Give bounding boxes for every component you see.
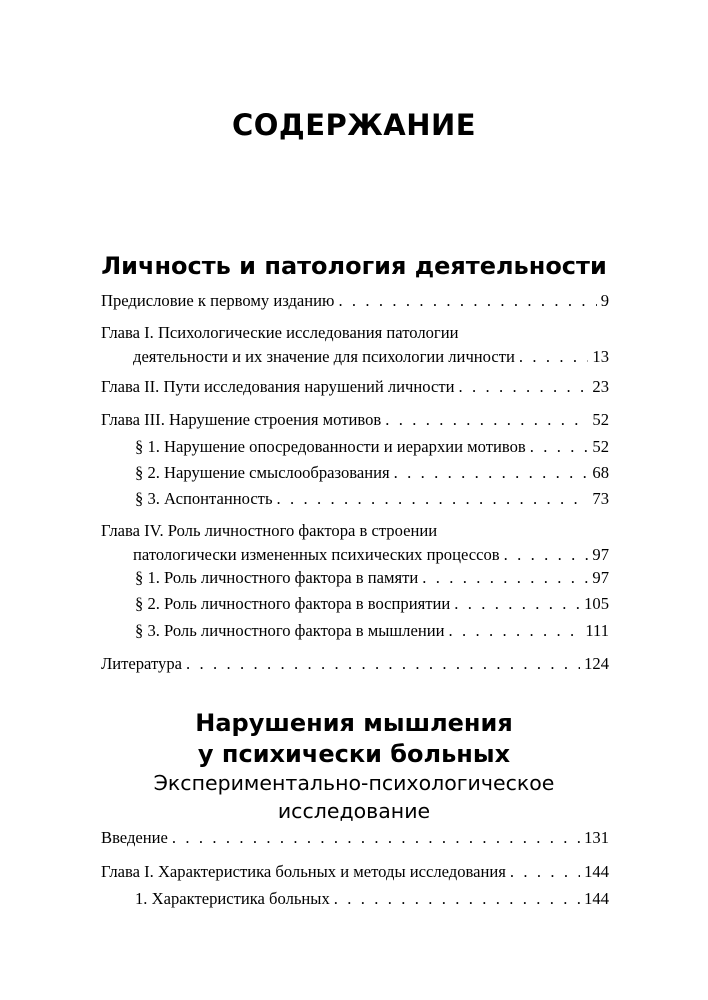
toc-entry-title: 1. Характеристика больных [135,889,330,908]
toc-entry-ch3-sec2[interactable] [135,461,609,485]
toc-entry-ch3-sec1[interactable] [135,435,609,459]
toc-page-number: 97 [592,568,609,587]
toc-page-number: 73 [592,489,609,508]
dot-leader [458,375,588,399]
toc-entry-title: Введение [101,828,168,847]
toc-entry-title: Глава II. Пути исследования нарушений личности [101,377,455,396]
toc-entry-title: § 3. Аспонтанность [135,489,273,508]
toc-entry-title: Глава I. Характеристика больных и методы исследования [101,862,506,881]
toc-page-number: 9 [600,291,609,310]
toc-entry-title: Предисловие к первому изданию [101,291,335,310]
toc-page-number: 23 [592,377,609,396]
part2-title-line2: у психически больных [197,740,511,768]
toc-entry-chapter-4[interactable] [101,519,609,567]
toc-entry-title: § 1. Нарушение опосредованности и иерархии мотивов [135,437,526,456]
toc-page-number: 144 [584,889,609,908]
toc-page-number: 13 [592,347,609,366]
toc-entry-title: Глава I. Психологические исследования патологии [101,323,459,342]
toc-page-number: 111 [585,621,609,640]
toc-entry-title: § 2. Нарушение смыслообразования [135,463,390,482]
toc-page-number: 105 [584,594,609,613]
part1-title: Личность и патология деятельности [101,252,607,280]
dot-leader [394,461,589,485]
toc-entry-title: § 3. Роль личностного фактора в мышлении [135,621,445,640]
dot-leader [172,826,580,850]
toc-entry-chapter-3[interactable] [101,408,609,432]
toc-entry-title: Глава III. Нарушение строения мотивов [101,410,382,429]
toc-entry-ch4-sec1[interactable] [135,566,609,590]
part2-subtitle-line2: исследование [277,799,431,823]
dot-leader [519,345,589,369]
toc-entry-preface[interactable] [101,289,609,313]
dot-leader [334,887,580,911]
dot-leader [422,566,588,590]
toc-entry-chapter-1[interactable] [101,321,609,369]
dot-leader [277,487,589,511]
toc-page-number: 68 [592,463,609,482]
part2-subtitle-line1: Экспериментально-психологическое [153,771,555,795]
dot-leader [385,408,588,432]
toc-entry-introduction[interactable] [101,826,609,850]
dot-leader [510,860,580,884]
toc-entry-ch3-sec3[interactable] [135,487,609,511]
toc-entry-p2-chapter-1[interactable] [101,860,609,884]
toc-entry-title: Глава IV. Роль личностного фактора в строении [101,521,438,540]
dot-leader [504,543,589,567]
toc-entry-title: § 2. Роль личностного фактора в восприятии [135,594,451,613]
dot-leader [454,592,580,616]
toc-page-number: 144 [584,862,609,881]
toc-page-number: 52 [592,410,609,429]
dot-leader [448,619,581,643]
toc-page-number: 131 [584,828,609,847]
toc-entry-title: § 1. Роль личностного фактора в памяти [135,568,419,587]
page-title: СОДЕРЖАНИЕ [231,108,477,142]
toc-page-number: 97 [592,545,609,564]
toc-entry-title: Литература [101,654,182,673]
dot-leader [186,652,580,676]
toc-page-number: 124 [584,654,609,673]
toc-page-number: 52 [592,437,609,456]
toc-entry-ch4-sec3[interactable] [135,619,609,643]
toc-entry-title-cont: деятельности и их значение для психологии личности [133,347,515,366]
toc-entry-p2-ch1-sec1[interactable] [135,887,609,911]
dot-leader [338,289,596,313]
dot-leader [530,435,589,459]
toc-entry-chapter-2[interactable] [101,375,609,399]
part2-title-line1: Нарушения мышления [195,709,513,737]
toc-entry-literature[interactable] [101,652,609,676]
toc-entry-ch4-sec2[interactable] [135,592,609,616]
toc-entry-title-cont: патологически измененных психических процессов [133,545,500,564]
